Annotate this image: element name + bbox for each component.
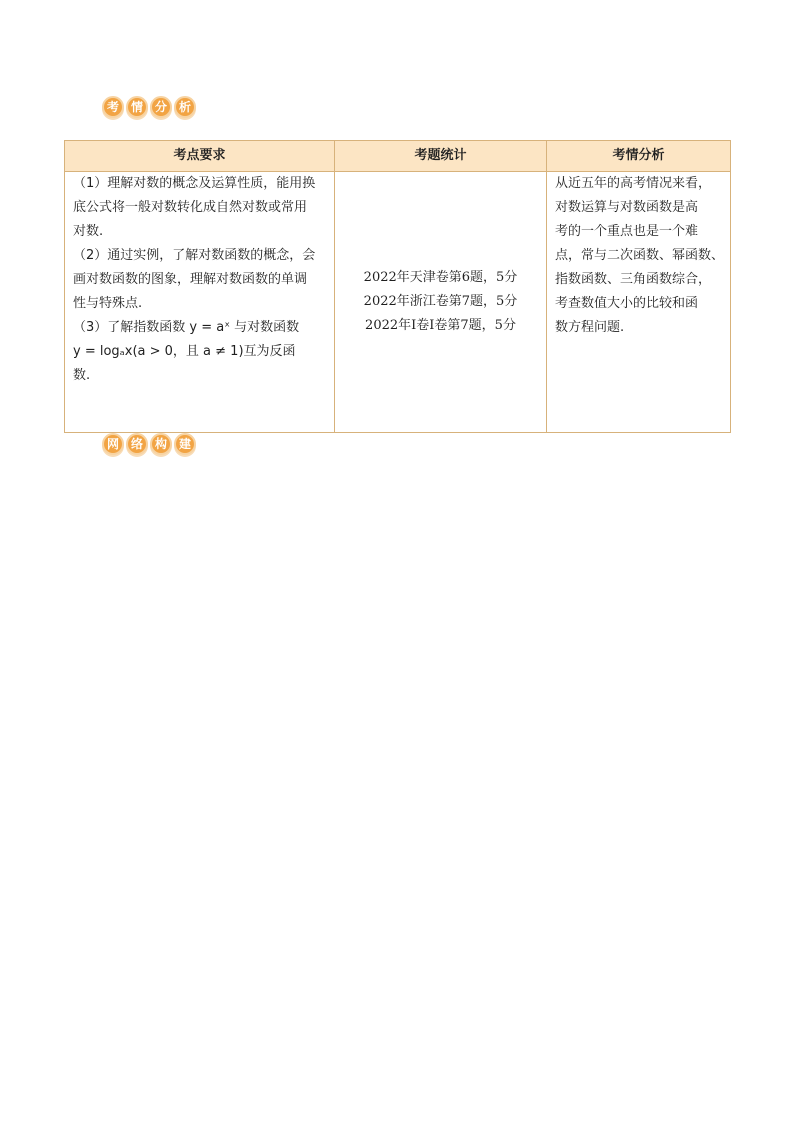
section-badge-kaoqing-fenxi bbox=[102, 96, 196, 118]
requirements-cell bbox=[65, 172, 335, 433]
table-header-row bbox=[65, 141, 731, 172]
analysis-table-container bbox=[64, 140, 730, 433]
header-statistics: 考题统计 bbox=[335, 141, 547, 172]
requirement-line-formula: （3）了解指数函数 y = aˣ 与对数函数 bbox=[73, 320, 300, 335]
requirement-line: 对数. bbox=[73, 224, 104, 239]
badge-char: 建 bbox=[174, 433, 196, 455]
requirement-line: 性与特殊点. bbox=[73, 296, 143, 311]
requirement-line: 数. bbox=[73, 368, 91, 383]
stat-line: 2022年Ⅰ卷Ⅰ卷第7题，5分 bbox=[365, 318, 516, 333]
analysis-line: 点，常与二次函数、幂函数、 bbox=[555, 248, 725, 263]
analysis-cell bbox=[547, 172, 731, 433]
requirement-line-formula: y = logₐx(a > 0，且 a ≠ 1)互为反函 bbox=[73, 344, 296, 359]
table-row bbox=[65, 172, 731, 433]
section-badge-wangluo-goujian bbox=[102, 433, 196, 455]
analysis-line: 从近五年的高考情况来看， bbox=[555, 176, 712, 191]
requirement-line: （1）理解对数的概念及运算性质，能用换 bbox=[73, 176, 316, 191]
badge-char: 析 bbox=[174, 96, 196, 118]
stat-line: 2022年天津卷第6题，5分 bbox=[363, 270, 518, 285]
analysis-line: 数方程问题. bbox=[555, 320, 625, 335]
header-analysis: 考情分析 bbox=[547, 141, 731, 172]
requirement-line: 底公式将一般对数转化成自然对数或常用 bbox=[73, 200, 308, 215]
badge-char: 构 bbox=[150, 433, 172, 455]
badge-char: 分 bbox=[150, 96, 172, 118]
analysis-line: 指数函数、三角函数综合， bbox=[555, 272, 712, 287]
analysis-table bbox=[64, 140, 731, 433]
analysis-line: 对数运算与对数函数是高 bbox=[555, 200, 699, 215]
header-requirements: 考点要求 bbox=[65, 141, 335, 172]
badge-char: 网 bbox=[102, 433, 124, 455]
badge-char: 络 bbox=[126, 433, 148, 455]
statistics-cell bbox=[335, 172, 547, 433]
badge-char: 情 bbox=[126, 96, 148, 118]
analysis-line: 考的一个重点也是一个难 bbox=[555, 224, 699, 239]
requirement-line: （2）通过实例，了解对数函数的概念，会 bbox=[73, 248, 316, 263]
badge-char: 考 bbox=[102, 96, 124, 118]
requirement-line: 画对数函数的图象，理解对数函数的单调 bbox=[73, 272, 308, 287]
analysis-line: 考查数值大小的比较和函 bbox=[555, 296, 699, 311]
stat-line: 2022年浙江卷第7题，5分 bbox=[363, 294, 518, 309]
